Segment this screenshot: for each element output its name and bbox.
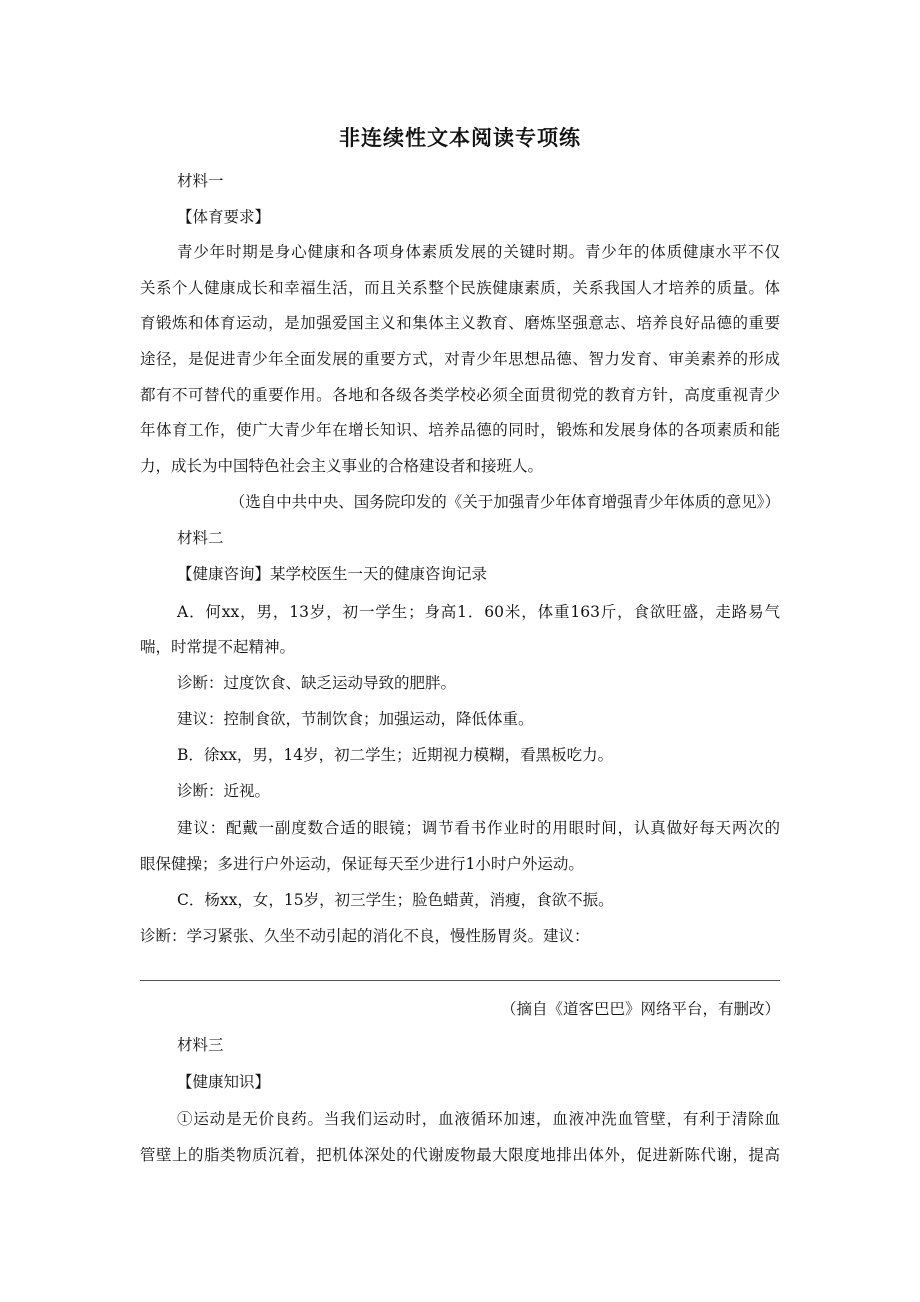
case-a-line: 喘，时常提不起精神。 <box>140 638 296 656</box>
material-3-line: 管壁上的脂类物质沉着，把机体深处的代谢废物最大限度地排出体外，促进新陈代谢，提高 <box>140 1146 780 1164</box>
material-1-line: 青少年时期是身心健康和各项身体素质发展的关键时期。青少年的体质健康水平不仅 <box>177 243 780 261</box>
case-b-diagnosis: 诊断：近视。 <box>177 782 271 800</box>
material-2-source: （摘自《道客巴巴》网络平台，有删改） <box>500 1000 780 1018</box>
material-1-line: 途径，是促进青少年全面发展的重要方式，对青少年思想品德、智力发育、审美素养的形成 <box>140 350 780 368</box>
case-b-advice: 眼保健操；多进行户外运动，保证每天至少进行1小时户外运动。 <box>140 855 584 873</box>
case-a-diagnosis: 诊断：过度饮食、缺乏运动导致的肥胖。 <box>177 674 457 692</box>
case-b-advice: 建议：配戴一副度数合适的眼镜；调节看书作业时的用眼时间，认真做好每天两次的 <box>177 819 780 837</box>
material-3-label: 材料三 <box>177 1036 224 1054</box>
material-2-label: 材料二 <box>177 529 224 547</box>
material-1-line: 都有不可替代的重要作用。各地和各级各类学校必须全面贯彻党的教育方针，高度重视青少 <box>140 386 780 404</box>
material-1-line: 力，成长为中国特色社会主义事业的合格建设者和接班人。 <box>140 457 544 475</box>
page-title: 非连续性文本阅读专项练 <box>339 125 581 150</box>
material-3-heading: 【健康知识】 <box>177 1073 271 1091</box>
material-1-label: 材料一 <box>177 172 224 190</box>
material-3-line: ①运动是无价良药。当我们运动时，血液循环加速，血液冲洗血管壁，有利于清除血 <box>177 1110 780 1128</box>
answer-line <box>140 980 780 981</box>
case-b-line: B．徐xx，男，14岁，初二学生；近期视力模糊，看黑板吃力。 <box>177 746 614 764</box>
material-1-source: （选自中共中央、国务院印发的《关于加强青少年体育增强青少年体质的意见》） <box>229 493 780 511</box>
case-c-line: C．杨xx，女，15岁，初三学生；脸色蜡黄，消瘦，食欲不振。 <box>177 891 614 909</box>
material-1-heading: 【体育要求】 <box>177 208 271 226</box>
material-1-line: 年体育工作，使广大青少年在增长知识、培养品德的同时，锻炼和发展身体的各项素质和能 <box>140 421 780 439</box>
case-c-diagnosis: 诊断：学习紧张、久坐不动引起的消化不良，慢性肠胃炎。建议： <box>140 927 590 945</box>
material-1-line: 关系个人健康成长和幸福生活，而且关系整个民族健康素质，关系我国人才培养的质量。体 <box>140 279 780 297</box>
case-a-line: A．何xx，男，13岁，初一学生；身高1．60米，体重163斤，食欲旺盛，走路易气 <box>177 603 780 621</box>
material-2-heading: 【健康咨询】某学校医生一天的健康咨询记录 <box>177 565 488 583</box>
case-a-advice: 建议：控制食欲，节制饮食；加强运动，降低体重。 <box>177 710 534 728</box>
material-1-line: 育锻炼和体育运动，是加强爱国主义和集体主义教育、磨炼坚强意志、培养良好品德的重要 <box>140 314 780 332</box>
